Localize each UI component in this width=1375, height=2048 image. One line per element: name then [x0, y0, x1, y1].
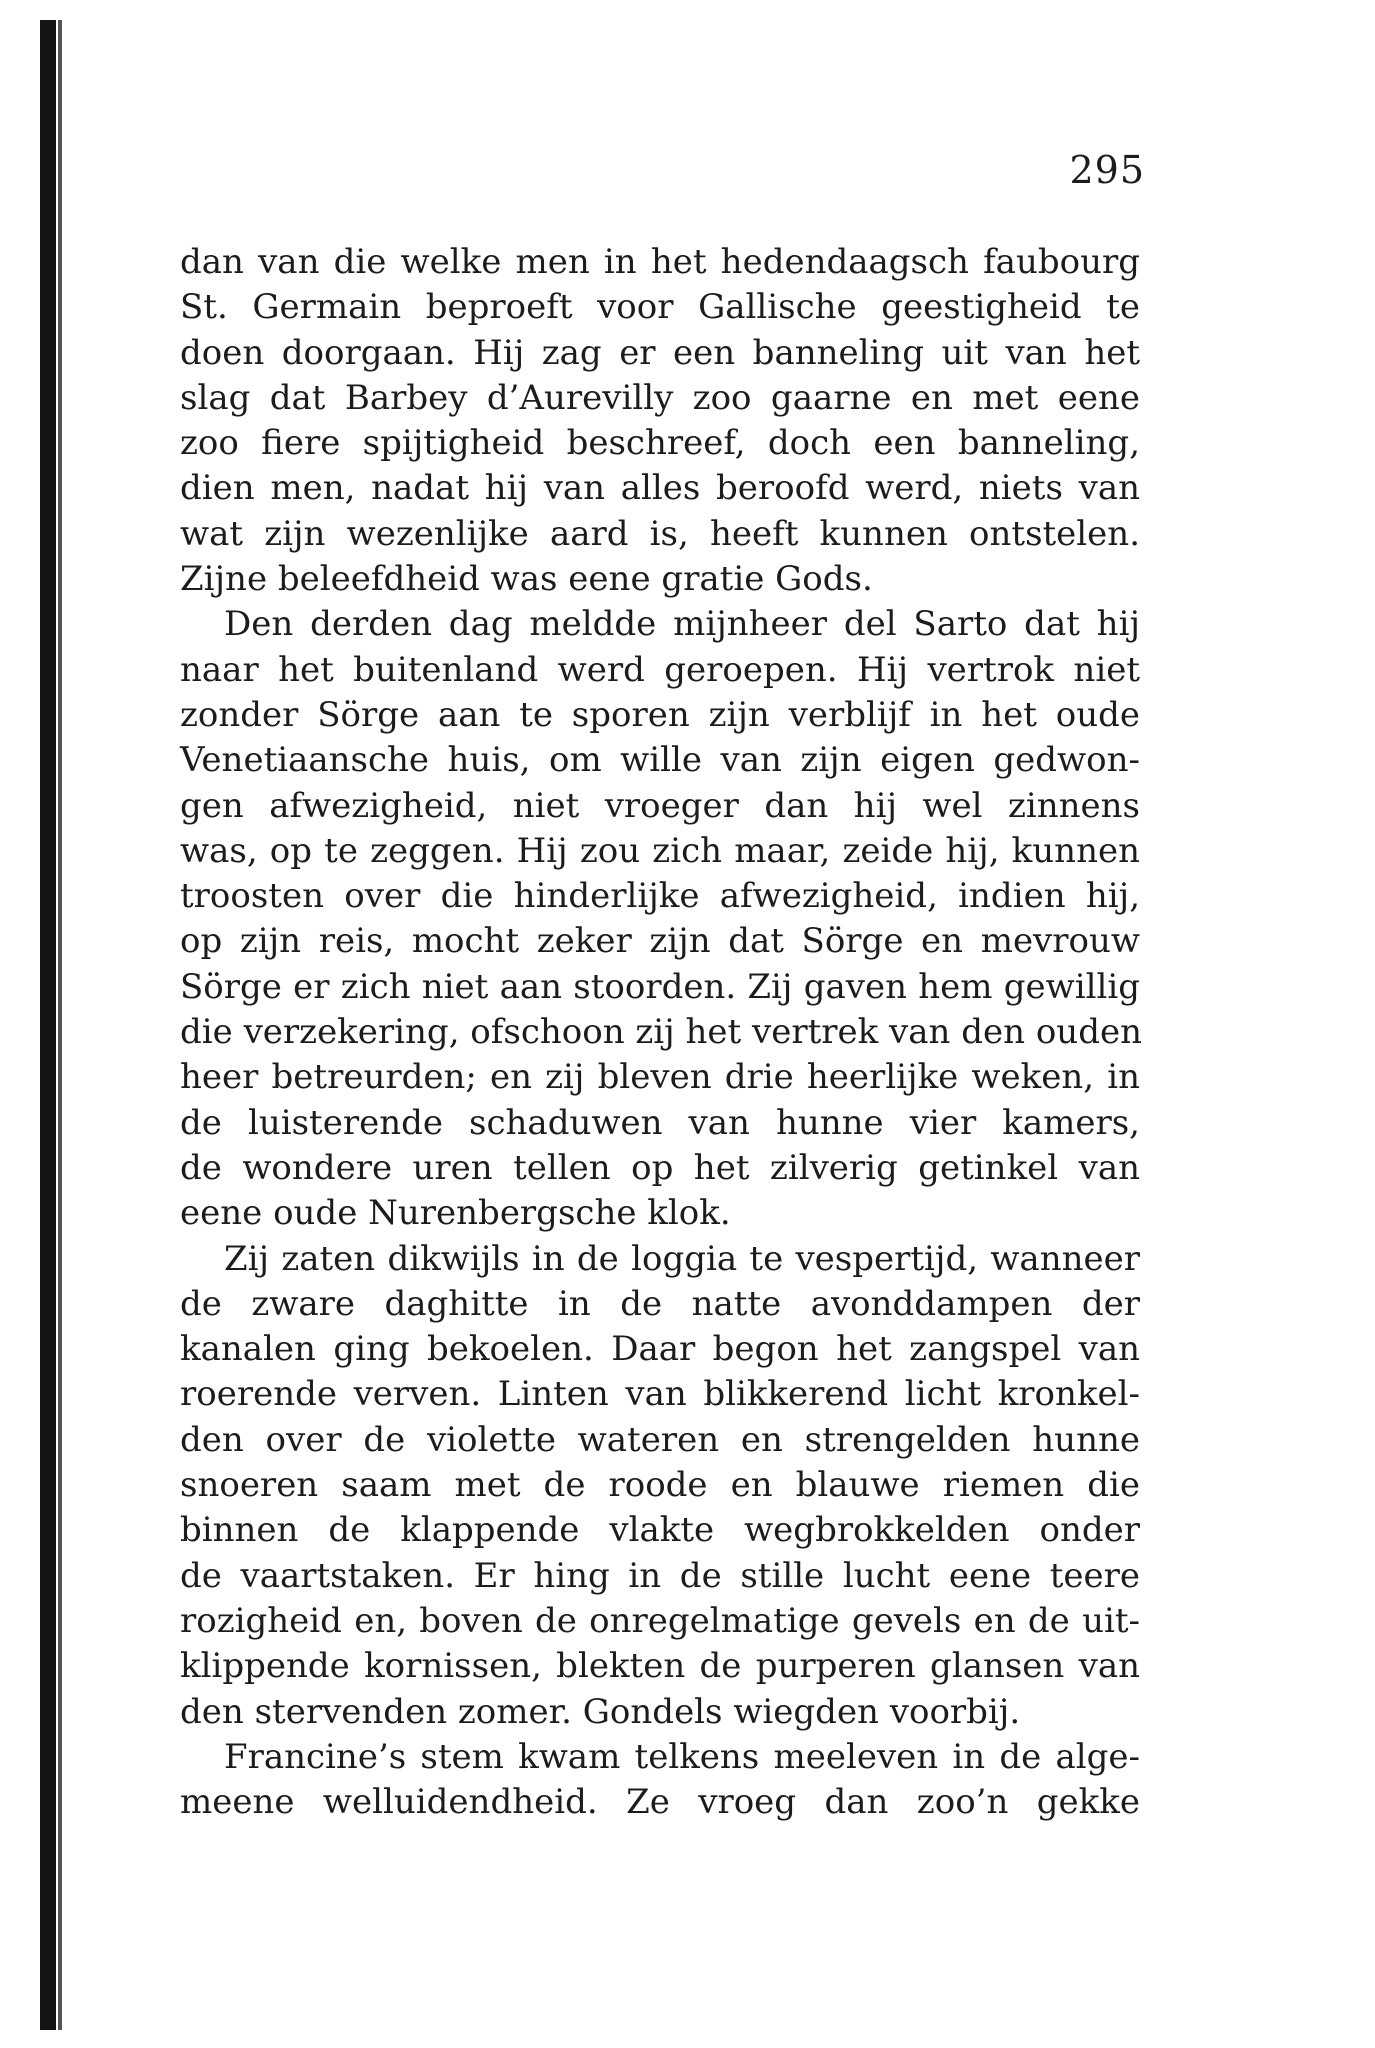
text-line: Zij zaten dikwijls in de loggia te vespertijd, wanneer [224, 1238, 1140, 1279]
text-line: de luisterende schaduwen van hunne vier kamers, [180, 1102, 1140, 1143]
text-line: kanalen ging bekoelen. Daar begon het zangspel van [180, 1329, 1140, 1370]
text-line: den stervenden zomer. Gondels wiegden voorbij. [180, 1691, 1021, 1732]
text-line: dan van die welke men in het hedendaagsch faubourg [180, 242, 1140, 282]
text-line: slag dat Barbey d’Aurevilly zoo gaarne en met eene [180, 377, 1140, 418]
text-line: doen doorgaan. Hij zag er een banneling uit van het [180, 332, 1140, 373]
text-line: rozigheid en, boven de onregelmatige gevels en de uit- [180, 1600, 1140, 1641]
page-number: 295 [1069, 148, 1145, 192]
text-line: eene oude Nurenbergsche klok. [180, 1193, 731, 1234]
text-line: die verzekering, ofschoon zij het vertrek van den ouden [180, 1012, 1142, 1053]
text-line: roerende verven. Linten van blikkerend licht kronkel- [180, 1374, 1140, 1415]
text-line: gen afwezigheid, niet vroeger dan hij wel zinnens [180, 785, 1140, 826]
text-line: de wondere uren tellen op het zilverig getinkel van [180, 1147, 1140, 1188]
text-line: dien men, nadat hij van alles beroofd werd, niets van [180, 468, 1140, 509]
text-line: Venetiaansche huis, om wille van zijn eigen gedwon- [180, 740, 1140, 781]
text-line: den over de violette wateren en strengelden hunne [180, 1419, 1140, 1460]
text-line: de zware daghitte in de natte avonddampen der [180, 1283, 1140, 1324]
text-line: was, op te zeggen. Hij zou zich maar, zeide hij, kunnen [180, 830, 1140, 871]
text-line: klippende kornissen, blekten de purperen glansen van [180, 1646, 1140, 1687]
text-line: zoo fiere spijtigheid beschreef, doch een banneling, [180, 423, 1140, 464]
text-line: St. Germain beproeft voor Gallische geestigheid te [180, 287, 1140, 328]
text-line: zonder Sörge aan te sporen zijn verblijf in het oude [180, 694, 1140, 735]
text-line: Sörge er zich niet aan stoorden. Zij gaven hem gewillig [180, 966, 1140, 1007]
text-line: Den derden dag meldde mijnheer del Sarto dat hij [224, 604, 1140, 645]
text-line: Francine’s stem kwam telkens meeleven in de alge- [224, 1736, 1140, 1777]
page-binding-edge [40, 20, 56, 2030]
text-line: wat zijn wezenlijke aard is, heeft kunnen ontstelen. [180, 513, 1140, 554]
body-text [180, 240, 1140, 1825]
text-line: Zijne beleefdheid was eene gratie Gods. [180, 559, 873, 600]
text-line: troosten over die hinderlijke afwezigheid, indien hij, [180, 876, 1140, 917]
text-line: op zijn reis, mocht zeker zijn dat Sörge en mevrouw [180, 921, 1140, 962]
text-line: heer betreurden; en zij bleven drie heerlijke weken, in [180, 1057, 1140, 1098]
text-line: snoeren saam met de roode en blauwe riemen die [180, 1465, 1140, 1506]
text-line: de vaartstaken. Er hing in de stille lucht eene teere [180, 1555, 1140, 1596]
text-line: binnen de klappende vlakte wegbrokkelden onder [180, 1510, 1140, 1551]
text-line: naar het buitenland werd geroepen. Hij vertrok niet [180, 649, 1140, 690]
text-line: meene welluidendheid. Ze vroeg dan zoo’n gekke [180, 1782, 1140, 1823]
